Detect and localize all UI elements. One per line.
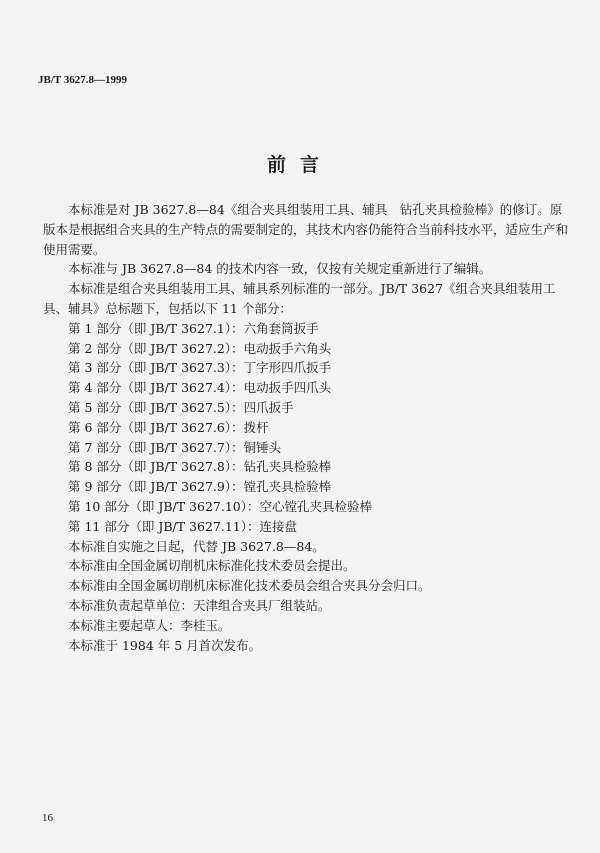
closing-line: 本标准于 1984 年 5 月首次发布。 [68,637,262,653]
part-item: 第 8 部分（即 JB/T 3627.8）：钻孔夹具检验棒 [68,459,332,475]
paragraph: 本标准与 JB 3627.8—84 的技术内容一致，仅按有关规定重新进行了编辑。 [68,261,492,277]
page-title: 前言 [266,154,333,176]
part-item: 第 4 部分（即 JB/T 3627.4）：电动扳手四爪头 [68,380,332,396]
closing-line: 本标准负责起草单位：天津组合夹具厂组装站。 [68,597,331,613]
part-item: 第 6 部分（即 JB/T 3627.6）：拨杆 [68,419,269,435]
document-body [43,200,568,655]
part-item: 第 2 部分（即 JB/T 3627.2）：电动扳手六角头 [68,340,332,356]
part-item: 第 7 部分（即 JB/T 3627.7）：铜锤头 [68,439,282,455]
part-item: 第 10 部分（即 JB/T 3627.10）：空心镗孔夹具检验棒 [68,498,372,514]
standard-number-header: JB/T 3627.8—1999 [38,74,128,86]
part-item: 第 11 部分（即 JB/T 3627.11）：连接盘 [68,518,297,534]
page-number: 16 [42,812,53,824]
part-item: 第 5 部分（即 JB/T 3627.5）：四爪扳手 [68,399,294,415]
paragraph: 本标准是组合夹具组装用工具、辅具系列标准的一部分。JB/T 3627《组合夹具组装用工具、辅具》总标题下，包括以下 11 个部分： [43,281,556,316]
part-item: 第 9 部分（即 JB/T 3627.9）：镗孔夹具检验棒 [68,479,332,495]
closing-line: 本标准主要起草人：李桂玉。 [68,617,231,633]
part-item: 第 3 部分（即 JB/T 3627.3）：丁字形四爪扳手 [68,360,332,376]
paragraph: 本标准是对 JB 3627.8—84《组合夹具组装用工具、辅具 钻孔夹具检验棒》的修订。原版本是根据组合夹具的生产特点的需要制定的，其技术内容仍能符合当前科技水平，适应生产和使用需要。 [43,202,569,257]
closing-line: 本标准由全国金属切削机床标准化技术委员会提出。 [68,558,356,574]
closing-line: 本标准自实施之日起，代替 JB 3627.8—84。 [68,538,325,554]
closing-line: 本标准由全国金属切削机床标准化技术委员会组合夹具分会归口。 [68,578,431,594]
part-item: 第 1 部分（即 JB/T 3627.1）：六角套筒扳手 [68,320,319,336]
